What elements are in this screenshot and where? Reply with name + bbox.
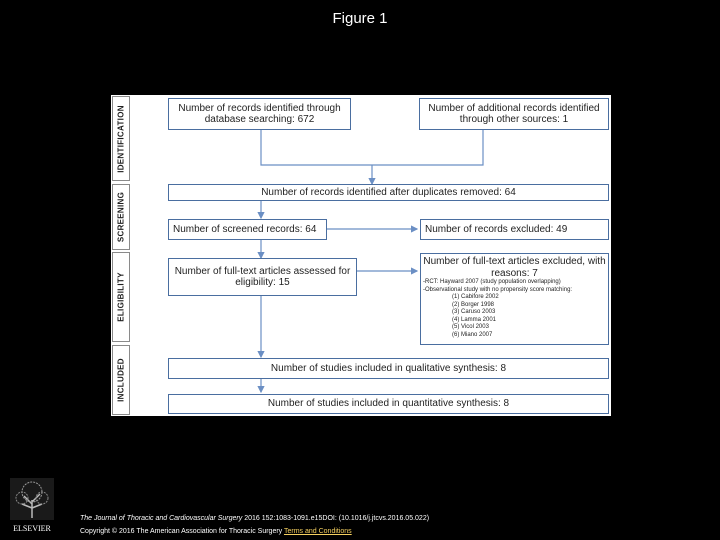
excluded-study-1: (1) Cabifore 2002 xyxy=(452,294,499,300)
box-fulltext-excluded xyxy=(420,253,609,345)
excluded-study-4: (4) Lamma 2001 xyxy=(452,316,497,323)
stage-identification-label: IDENTIFICATION xyxy=(116,104,126,173)
excluded-study-2: (2) Borger 1998 xyxy=(452,301,495,308)
fulltext-excluded-heading: Number of full-text articles excluded, with reasons: 7 xyxy=(423,256,606,279)
prisma-flow-diagram xyxy=(111,95,611,416)
box-other-sources xyxy=(419,98,609,130)
stage-identification xyxy=(112,96,130,181)
figure-title: Figure 1 xyxy=(332,10,388,27)
fulltext-excluded-rct: -RCT: Hayward 2007 (study population overlapping) xyxy=(423,279,561,285)
box-quantitative-synthesis xyxy=(168,394,609,414)
box-database-searching-text: Number of records identified through database searching: 672 xyxy=(178,102,341,125)
box-quantitative-synthesis-text: Number of studies included in quantitative synthesis: 8 xyxy=(267,398,510,410)
elsevier-logo xyxy=(4,478,60,534)
excluded-study-6: (6) Miano 2007 xyxy=(452,331,493,338)
stage-screening-label: SCREENING xyxy=(116,191,126,243)
stage-included xyxy=(112,345,130,415)
box-qualitative-synthesis-text: Number of studies included in qualitative synthesis: 8 xyxy=(270,362,507,374)
box-other-sources-text: Number of additional records identified through other sources: 1 xyxy=(428,102,600,125)
box-after-duplicates-text: Number of records identified after duplicates removed: 64 xyxy=(261,186,516,198)
fulltext-excluded-observational: -Observational study with no propensity score matching: xyxy=(423,286,573,293)
elsevier-wordmark: ELSEVIER xyxy=(13,524,51,533)
box-screened-records xyxy=(168,219,327,240)
excluded-study-5: (5) Vicol 2003 xyxy=(452,324,489,330)
box-fulltext-assessed xyxy=(168,258,357,296)
box-screened-records-text: Number of screened records: 64 xyxy=(173,223,317,235)
box-fulltext-assessed-text: Number of full-text articles assessed for eligibility: 15 xyxy=(174,265,351,288)
stage-included-label: INCLUDED xyxy=(116,358,126,402)
citation-details: 2016 152:1083-1091.e15DOI: (10.1016/j.jtcvs.2016.05.022) xyxy=(242,515,430,522)
stage-screening xyxy=(112,184,130,250)
terms-link[interactable]: Terms and Conditions xyxy=(283,528,352,535)
box-records-excluded xyxy=(420,219,609,240)
box-database-searching xyxy=(168,98,351,130)
citation-line xyxy=(80,515,429,522)
stage-eligibility-label: ELIGIBILITY xyxy=(116,272,126,322)
excluded-study-3: (3) Caruso 2003 xyxy=(452,309,496,315)
stage-eligibility xyxy=(112,252,130,342)
copyright-text: Copyright © 2016 The American Association for Thoracic Surgery xyxy=(80,528,284,535)
box-records-excluded-text: Number of records excluded: 49 xyxy=(425,223,568,235)
box-qualitative-synthesis xyxy=(168,358,609,379)
copyright-line xyxy=(80,528,352,535)
arrow-identification-merge xyxy=(261,130,483,165)
elsevier-tree-icon xyxy=(4,478,60,534)
journal-name: The Journal of Thoracic and Cardiovascular Surgery xyxy=(80,515,243,522)
box-after-duplicates xyxy=(168,184,609,201)
